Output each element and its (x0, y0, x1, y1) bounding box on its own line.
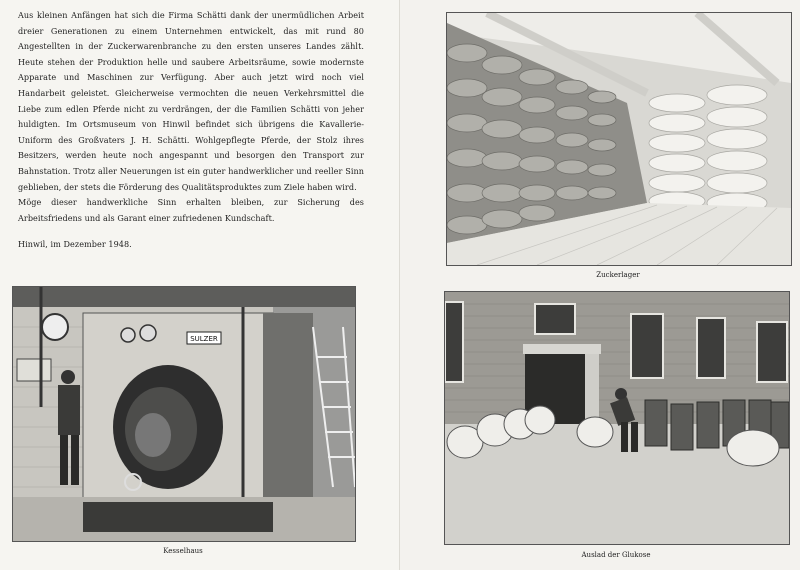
paragraph-2: Möge dieser handwerkliche Sinn erhalten bleiben, zur Sicherung des Arbeitsfriedens und als Garant einer zufriedenen Kundschaft. (18, 197, 364, 223)
glucose-unloading-photo (444, 291, 790, 545)
boiler-house-photo (12, 286, 356, 542)
right-page (400, 0, 800, 570)
sulzer-sign: SULZER (190, 335, 218, 343)
sugar-storage-caption: Zuckerlager (596, 271, 640, 279)
boiler-house-caption: Kesselhaus (163, 547, 203, 555)
signature-line: Hinwil, im Dezember 1948. (18, 239, 132, 250)
body-text (18, 8, 364, 253)
glucose-unloading-caption: Auslad der Glukose (581, 551, 651, 559)
sugar-storage-photo (446, 12, 792, 266)
paragraph-1: Aus kleinen Anfängen hat sich die Firma Schätti dank der unermüdlichen Arbeit dreier Generationen zu einem Unternehmen entwickelt, das mit rund 80 Angestellten in der Zuckerwarenbranche zu den ersten unseres Landes zählt. Heute stehen der Produktion helle und saubere Arbeitsräume, sowie modernste Apparate und Maschinen zur Verfügung. Aber auch jetzt wird noch viel Handarbeit geleistet. Gleicherweise vermochten die neuen Verkehrsmittel die Liebe zum edlen Pferde nicht zu verdrängen, der die Familien Schätti von jeher huldigten. Im Ortsmuseum von Hinwil befindet sich übrigens die Kavallerie-Uniform des Großvaters J. H. Schätti. Wohlgepflegte Pferde, der Stolz ihres Besitzers, werden heute noch angespannt und besorgen den Transport zur Bahnstation. Trotz aller Neuerungen ist ein guter handwerklicher und reeller Sinn geblieben, der stets die Förderung des Qualitätsproduktes zum Ziele haben wird. (18, 10, 364, 192)
